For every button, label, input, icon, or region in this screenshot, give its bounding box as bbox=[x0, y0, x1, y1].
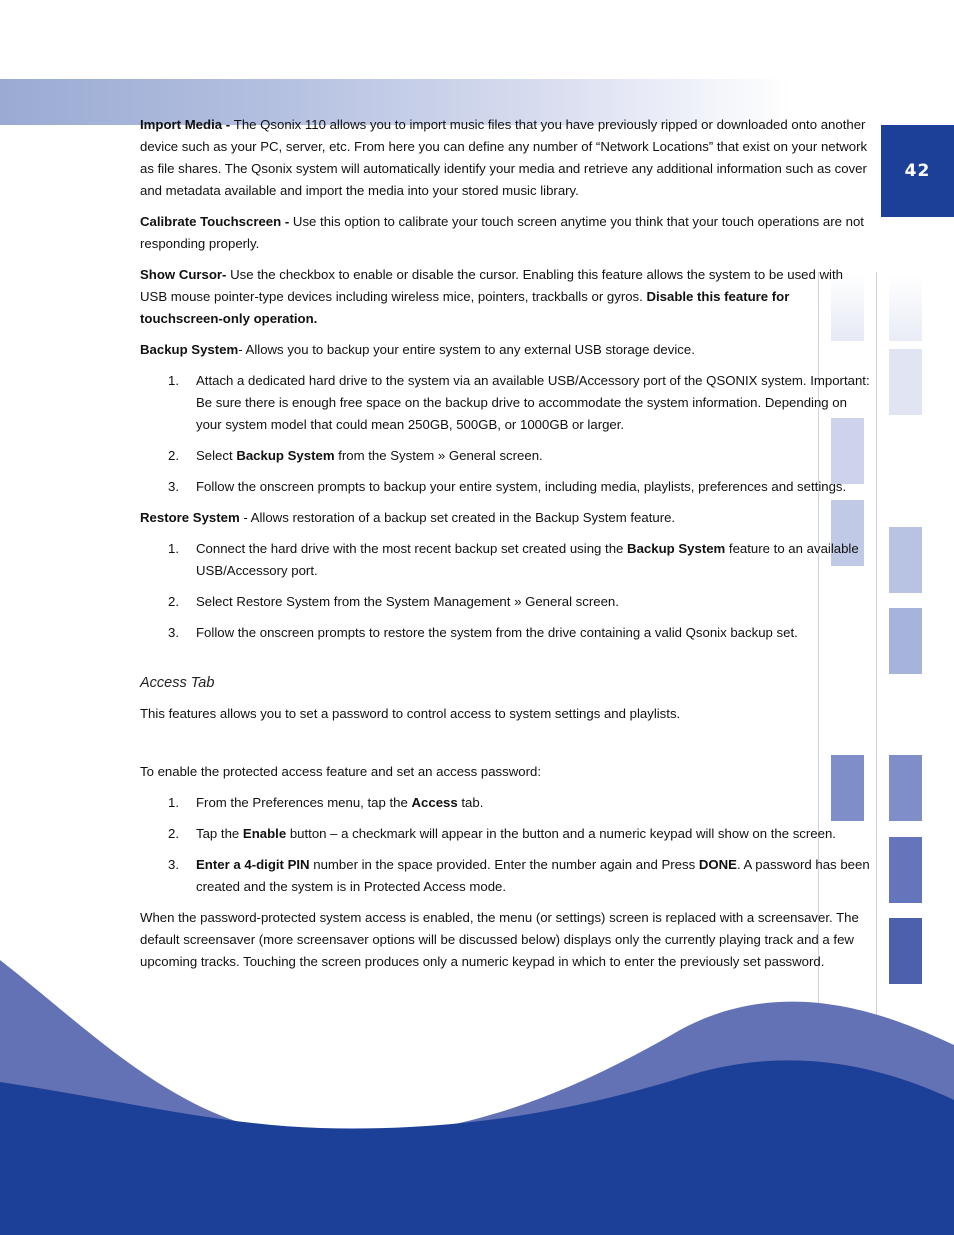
list-item: 3. Follow the onscreen prompts to restore the system from the drive containing a valid Qsonix backup set. bbox=[168, 625, 798, 640]
decor-square bbox=[889, 527, 922, 593]
page-number-tab bbox=[881, 125, 954, 217]
list-item: 1. Connect the hard drive with the most recent backup set created using the Backup System feature to an available USB/Accessory port. bbox=[168, 541, 859, 578]
show-cursor-term: Show Cursor- bbox=[140, 267, 227, 282]
list-item: 1. Attach a dedicated hard drive to the system via an available USB/Accessory port of the QSONIX system. Important: Be sure there is enough free space on the backup drive to accommodate the system information. Depending on your system model that could mean 250GB, 500GB, or 1000GB or larger. bbox=[168, 373, 870, 432]
show-cursor-warning: Disable this feature for touchscreen-only operation. bbox=[140, 289, 790, 326]
show-cursor-paragraph: Show Cursor- Use the checkbox to enable or disable the cursor. Enabling this feature allows the system to be used with USB mouse pointer-type devices including wireless mice, pointers, trackballs or gyros. Disable this feature for touchscreen-only operation. bbox=[140, 267, 843, 326]
document-body bbox=[140, 114, 870, 982]
decor-square bbox=[889, 837, 922, 903]
calibrate-term: Calibrate Touchscreen - bbox=[140, 214, 293, 229]
import-media-term: Import Media - bbox=[140, 117, 234, 132]
list-item: 2. Select Restore System from the System Management » General screen. bbox=[168, 594, 619, 609]
backup-steps bbox=[140, 370, 870, 498]
decor-square bbox=[889, 275, 922, 341]
access-intro: This features allows you to set a password to control access to system settings and playlists. bbox=[140, 706, 681, 721]
access-enable-intro: To enable the protected access feature and set an access password: bbox=[140, 764, 541, 779]
list-item: 2. Select Backup System from the System » General screen. bbox=[168, 448, 543, 463]
list-item: 2. Tap the Enable button – a checkmark will appear in the button and a numeric keypad will show on the screen. bbox=[168, 826, 836, 841]
decor-square bbox=[889, 349, 922, 415]
page-number: 42 bbox=[904, 161, 931, 181]
list-item: 3. Enter a 4-digit PIN number in the space provided. Enter the number again and Press DONE. A password has been created and the system is in Protected Access mode. bbox=[168, 857, 870, 894]
calibrate-touchscreen-paragraph: Calibrate Touchscreen - Use this option to calibrate your touch screen anytime you think that your touch operations are not responding properly. bbox=[140, 214, 864, 251]
backup-term: Backup System bbox=[140, 342, 239, 357]
footer-wave bbox=[0, 950, 954, 1235]
backup-system-paragraph: Backup System- Allows you to backup your entire system to any external USB storage device. bbox=[140, 342, 695, 357]
access-steps bbox=[140, 792, 870, 898]
list-item: 1. From the Preferences menu, tap the Access tab. bbox=[168, 795, 484, 810]
access-closing-paragraph: When the password-protected system access is enabled, the menu (or settings) screen is replaced with a screensaver. The default screensaver (more screensaver options will be discussed below) displays only the currently playing track and a few upcoming tracks. Touching the screen produces only a numeric keypad in which to enter the previously set password. bbox=[140, 910, 859, 969]
restore-steps bbox=[140, 538, 870, 644]
restore-system-paragraph: Restore System - Allows restoration of a backup set created in the Backup System feature. bbox=[140, 510, 676, 525]
import-media-paragraph: Import Media - The Qsonix 110 allows you to import music files that you have previously ripped or downloaded onto another device such as your PC, server, etc. From here you can define any number of “Network Locations” that exist on your network as file shares. The Qsonix system will automatically identify your media and retrieve any additional information such as cover and metadata available and import the media into your stored music library. bbox=[140, 117, 868, 198]
decor-square bbox=[889, 755, 922, 821]
access-tab-heading: Access Tab bbox=[140, 675, 215, 691]
list-item: 3. Follow the onscreen prompts to backup your entire system, including media, playlists, preferences and settings. bbox=[168, 479, 847, 494]
restore-term: Restore System bbox=[140, 510, 240, 525]
decor-square bbox=[889, 608, 922, 674]
